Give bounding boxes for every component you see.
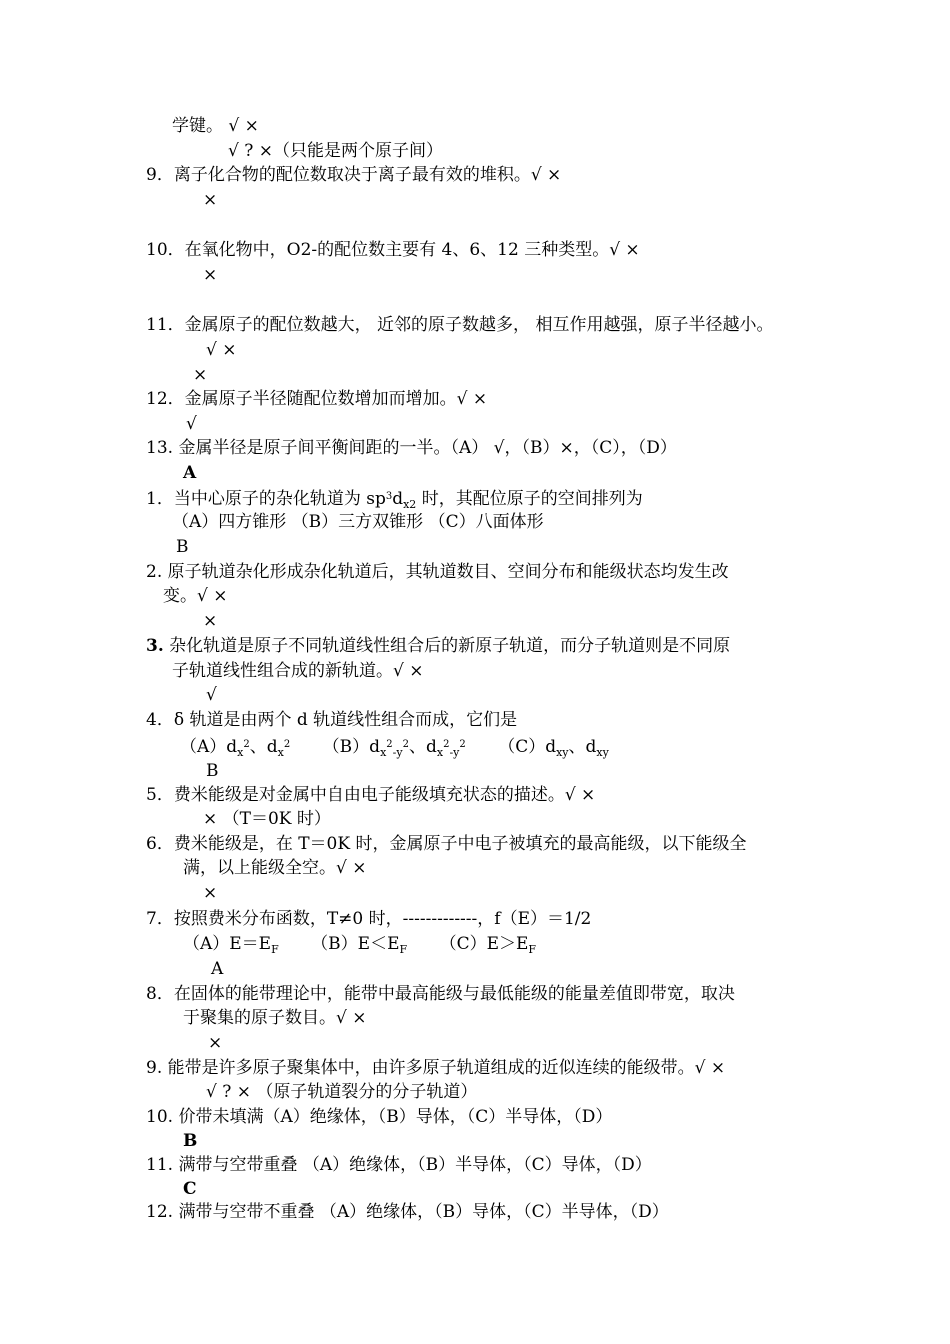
text-line: 学键。 √ × <box>172 116 259 136</box>
question-1: 1．当中心原子的杂化轨道为 $sp^3d_{x2}$ 时，其配位原子的空间排列为 <box>146 489 643 511</box>
question-8: 8．在固体的能带理论中，能带中最高能级与最低能级的能量差值即带宽，取决 <box>146 984 735 1004</box>
answer-10b: B <box>183 1131 198 1151</box>
answer-13: A <box>183 463 197 483</box>
text-line: 满，以上能级全空。√ × <box>183 858 367 878</box>
answer-11: × <box>193 365 208 385</box>
options-7: $(A)E=E_F$ $(B)E<E_F$ $(C)E>E_F$ <box>183 934 537 956</box>
text-line: 于聚集的原子数目。√ × <box>183 1008 367 1028</box>
question-12b: 12. 满带与空带不重叠 （A）绝缘体，（B）导体，（C）半导体，（D） <box>146 1202 669 1222</box>
question-7: 7．按照费米分布函数，T≠0 时，-------------，f（E）＝1/2 <box>146 909 592 929</box>
question-5: 5．费米能级是对金属中自由电子能级填充状态的描述。√ × <box>146 785 596 805</box>
answer-12: √ <box>186 414 197 434</box>
question-12: 12．金属原子半径随配位数增加而增加。√ × <box>146 389 488 409</box>
options-1: （A）四方锥形 （B）三方双锥形 （C）八面体形 <box>172 512 544 532</box>
question-4: 4．δ 轨道是由两个 d 轨道线性组合而成，它们是 <box>146 710 518 730</box>
answer-9b: √ ? × （原子轨道裂分的分子轨道） <box>206 1082 478 1102</box>
question-11b: 11. 满带与空带重叠 （A）绝缘体，（B）半导体，（C）导体，（D） <box>146 1155 652 1175</box>
question-11: 11．金属原子的配位数越大， 近邻的原子数越多， 相互作用越强，原子半径越小。 <box>146 315 774 335</box>
answer-1: B <box>176 537 189 557</box>
question-6: 6．费米能级是，在 T＝0K 时，金属原子中电子被填充的最高能级，以下能级全 <box>146 834 747 854</box>
question-2: 2. 原子轨道杂化形成杂化轨道后，其轨道数目、空间分布和能级状态均发生改 <box>146 562 729 582</box>
answer-3: √ <box>206 685 217 705</box>
question-10: 10．在氧化物中，O2-的配位数主要有 4、6、12 三种类型。√ × <box>146 240 640 260</box>
answer-10: × <box>203 265 218 285</box>
answer-9: × <box>203 190 218 210</box>
question-13: 13. 金属半径是原子间平衡间距的一半。（A） √，（B）×，（C），（D） <box>146 438 677 458</box>
answer-8: × <box>208 1033 223 1053</box>
options-4: $(A)d_x^2$、$d_x^2$ $(B)d_x^2_{-y}^2$、$d_x^2_{-y}^2$ $(C)d_{xy}$、$d_{xy}$ <box>180 737 609 759</box>
question-9b: 9. 能带是许多原子聚集体中，由许多原子轨道组成的近似连续的能级带。√ × <box>146 1058 726 1078</box>
question-9: 9．离子化合物的配位数取决于离子最有效的堆积。√ × <box>146 165 562 185</box>
question-10b: 10. 价带未填满（A）绝缘体，（B）导体，（C）半导体，（D） <box>146 1107 613 1127</box>
answer-11b: C <box>183 1179 197 1199</box>
answer-2: × <box>203 611 218 631</box>
answer-5: × （T＝0K 时） <box>203 809 331 829</box>
question-3: 3. 杂化轨道是原子不同轨道线性组合后的新原子轨道，而分子轨道则是不同原 <box>146 636 731 656</box>
text-line: √ × <box>206 340 237 360</box>
answer-7: A <box>211 959 224 979</box>
text-line: 子轨道线性组合成的新轨道。√ × <box>172 661 424 681</box>
answer-4: B <box>206 761 219 781</box>
answer-6: × <box>203 883 218 903</box>
text-line: 变。√ × <box>163 586 228 606</box>
text-line: √ ? ×（只能是两个原子间） <box>228 141 443 161</box>
